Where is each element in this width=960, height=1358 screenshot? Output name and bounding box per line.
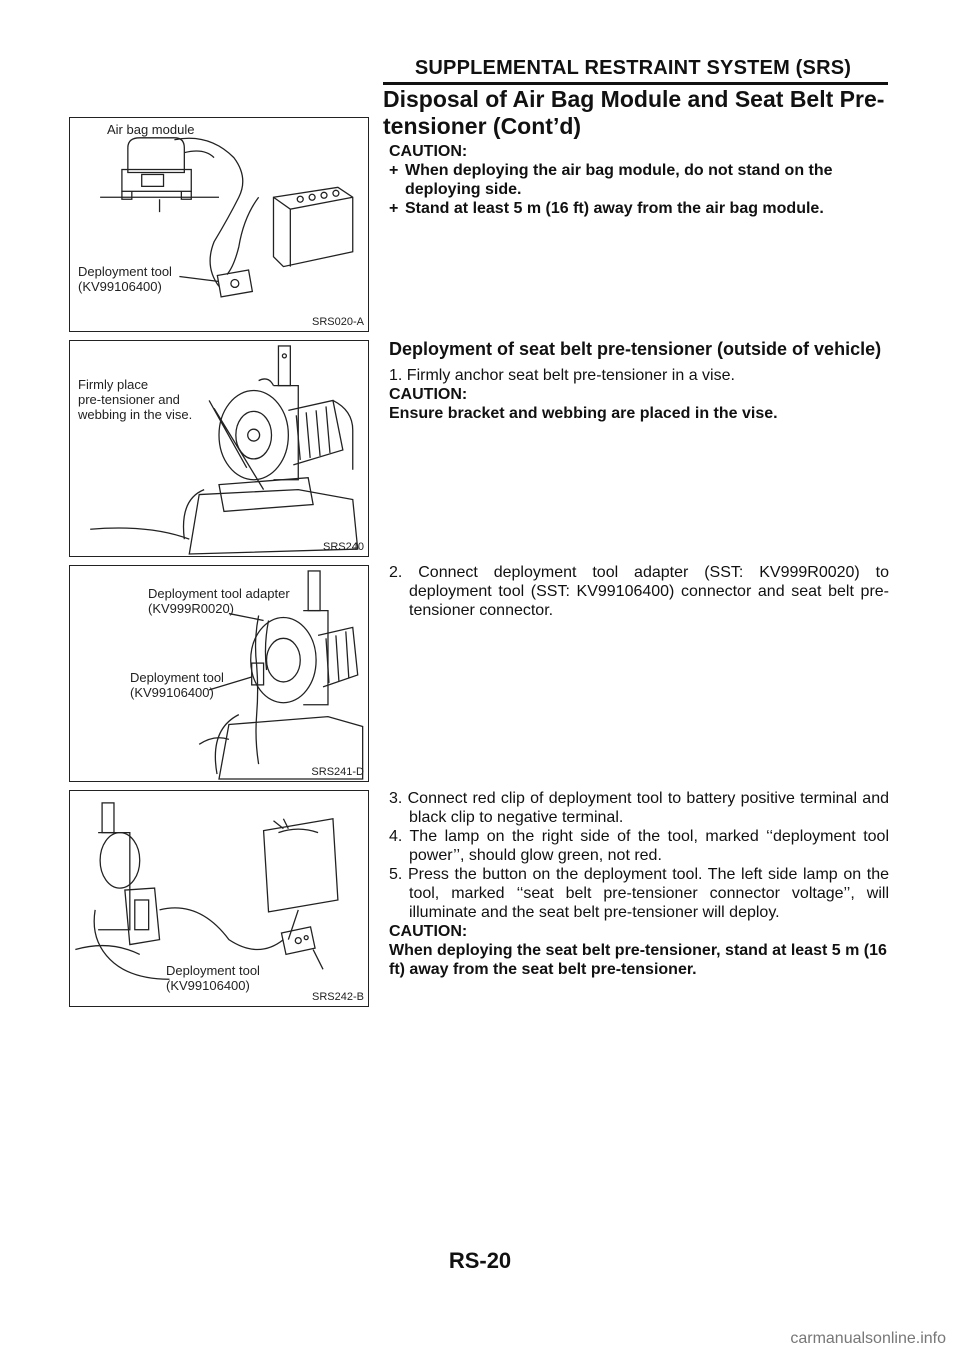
caution-text: Ensure bracket and webbing are placed in the vise. xyxy=(389,405,778,422)
running-title: SUPPLEMENTAL RESTRAINT SYSTEM (SRS) xyxy=(414,57,852,79)
step-5: 5. Press the button on the deployment tool. The left side lamp on the tool, marked ‘‘seat belt pre-tensioner connector voltage’’, will illuminate and the seat belt pre-tensioner will deploy. xyxy=(389,866,889,921)
figure-id: SRS242-B xyxy=(312,991,364,1003)
figure-deployment-adapter xyxy=(69,565,369,782)
caution-bullet: + Stand at least 5 m (16 ft) away from the air bag module. xyxy=(389,200,824,217)
figure-label: Deployment tool xyxy=(78,264,172,279)
pretensioner-vise-illustration xyxy=(70,341,368,556)
figure-id: SRS241-D xyxy=(311,766,364,778)
caution-label: CAUTION: xyxy=(389,386,468,403)
pretensioner-deployment-section xyxy=(389,339,889,423)
subsection-heading: Deployment of seat belt pre-tensioner (outside of vehicle) xyxy=(389,339,882,359)
step-2-block xyxy=(389,563,889,620)
watermark: carmanualsonline.info xyxy=(790,1330,946,1347)
figure-id: SRS240 xyxy=(323,541,364,553)
step-1: 1. Firmly anchor seat belt pre-tensioner in a vise. xyxy=(389,367,735,384)
figure-label: (KV99106400) xyxy=(166,978,250,993)
bullet-plus-icon: + xyxy=(389,200,399,217)
air-bag-deployment-illustration xyxy=(70,118,368,331)
figure-id: SRS020-A xyxy=(312,316,364,328)
step-4: 4. The lamp on the right side of the tool, marked ‘‘deployment tool power’’, should glow green, not red. xyxy=(389,828,889,864)
steps-3-5-block xyxy=(389,789,889,979)
caution-text: When deploying the seat belt pre-tensioner, stand at least 5 m (16 ft) away from the seat belt pre-tensioner. xyxy=(389,942,887,978)
bullet-plus-icon: + xyxy=(389,162,399,179)
figure-label: Deployment tool adapter xyxy=(148,586,290,601)
figure-label: pre-tensioner and xyxy=(78,392,180,407)
caution-block-air-bag xyxy=(389,142,889,218)
figure-air-bag-module xyxy=(69,117,369,332)
figure-label: Firmly place xyxy=(78,377,149,392)
figure-label: webbing in the vise. xyxy=(78,407,193,422)
caution-label: CAUTION: xyxy=(389,143,468,160)
figure-battery-connection xyxy=(69,790,369,1007)
step-3: 3. Connect red clip of deployment tool to battery positive terminal and black clip to negative terminal. xyxy=(389,790,889,826)
section-title: Disposal of Air Bag Module and Seat Belt Pre-tensioner (Cont’d) xyxy=(383,86,885,139)
caution-label: CAUTION: xyxy=(389,923,468,940)
figure-label: (KV99106400) xyxy=(130,685,214,700)
caution-bullet: + When deploying the air bag module, do not stand on the deploying side. xyxy=(389,162,833,198)
header-rule xyxy=(383,82,888,85)
page-number: RS-20 xyxy=(448,1248,512,1273)
figure-pretensioner-vise xyxy=(69,340,369,557)
figure-label: Deployment tool xyxy=(130,670,224,685)
figure-label: (KV999R0020) xyxy=(148,601,234,616)
step-2: 2. Connect deployment tool adapter (SST: KV999R0020) to deployment tool (SST: KV99106400) connector and seat belt pre-tensioner connector. xyxy=(389,564,889,619)
figure-label: (KV99106400) xyxy=(78,279,162,294)
figure-label: Air bag module xyxy=(107,122,195,137)
figure-label: Deployment tool xyxy=(166,963,260,978)
